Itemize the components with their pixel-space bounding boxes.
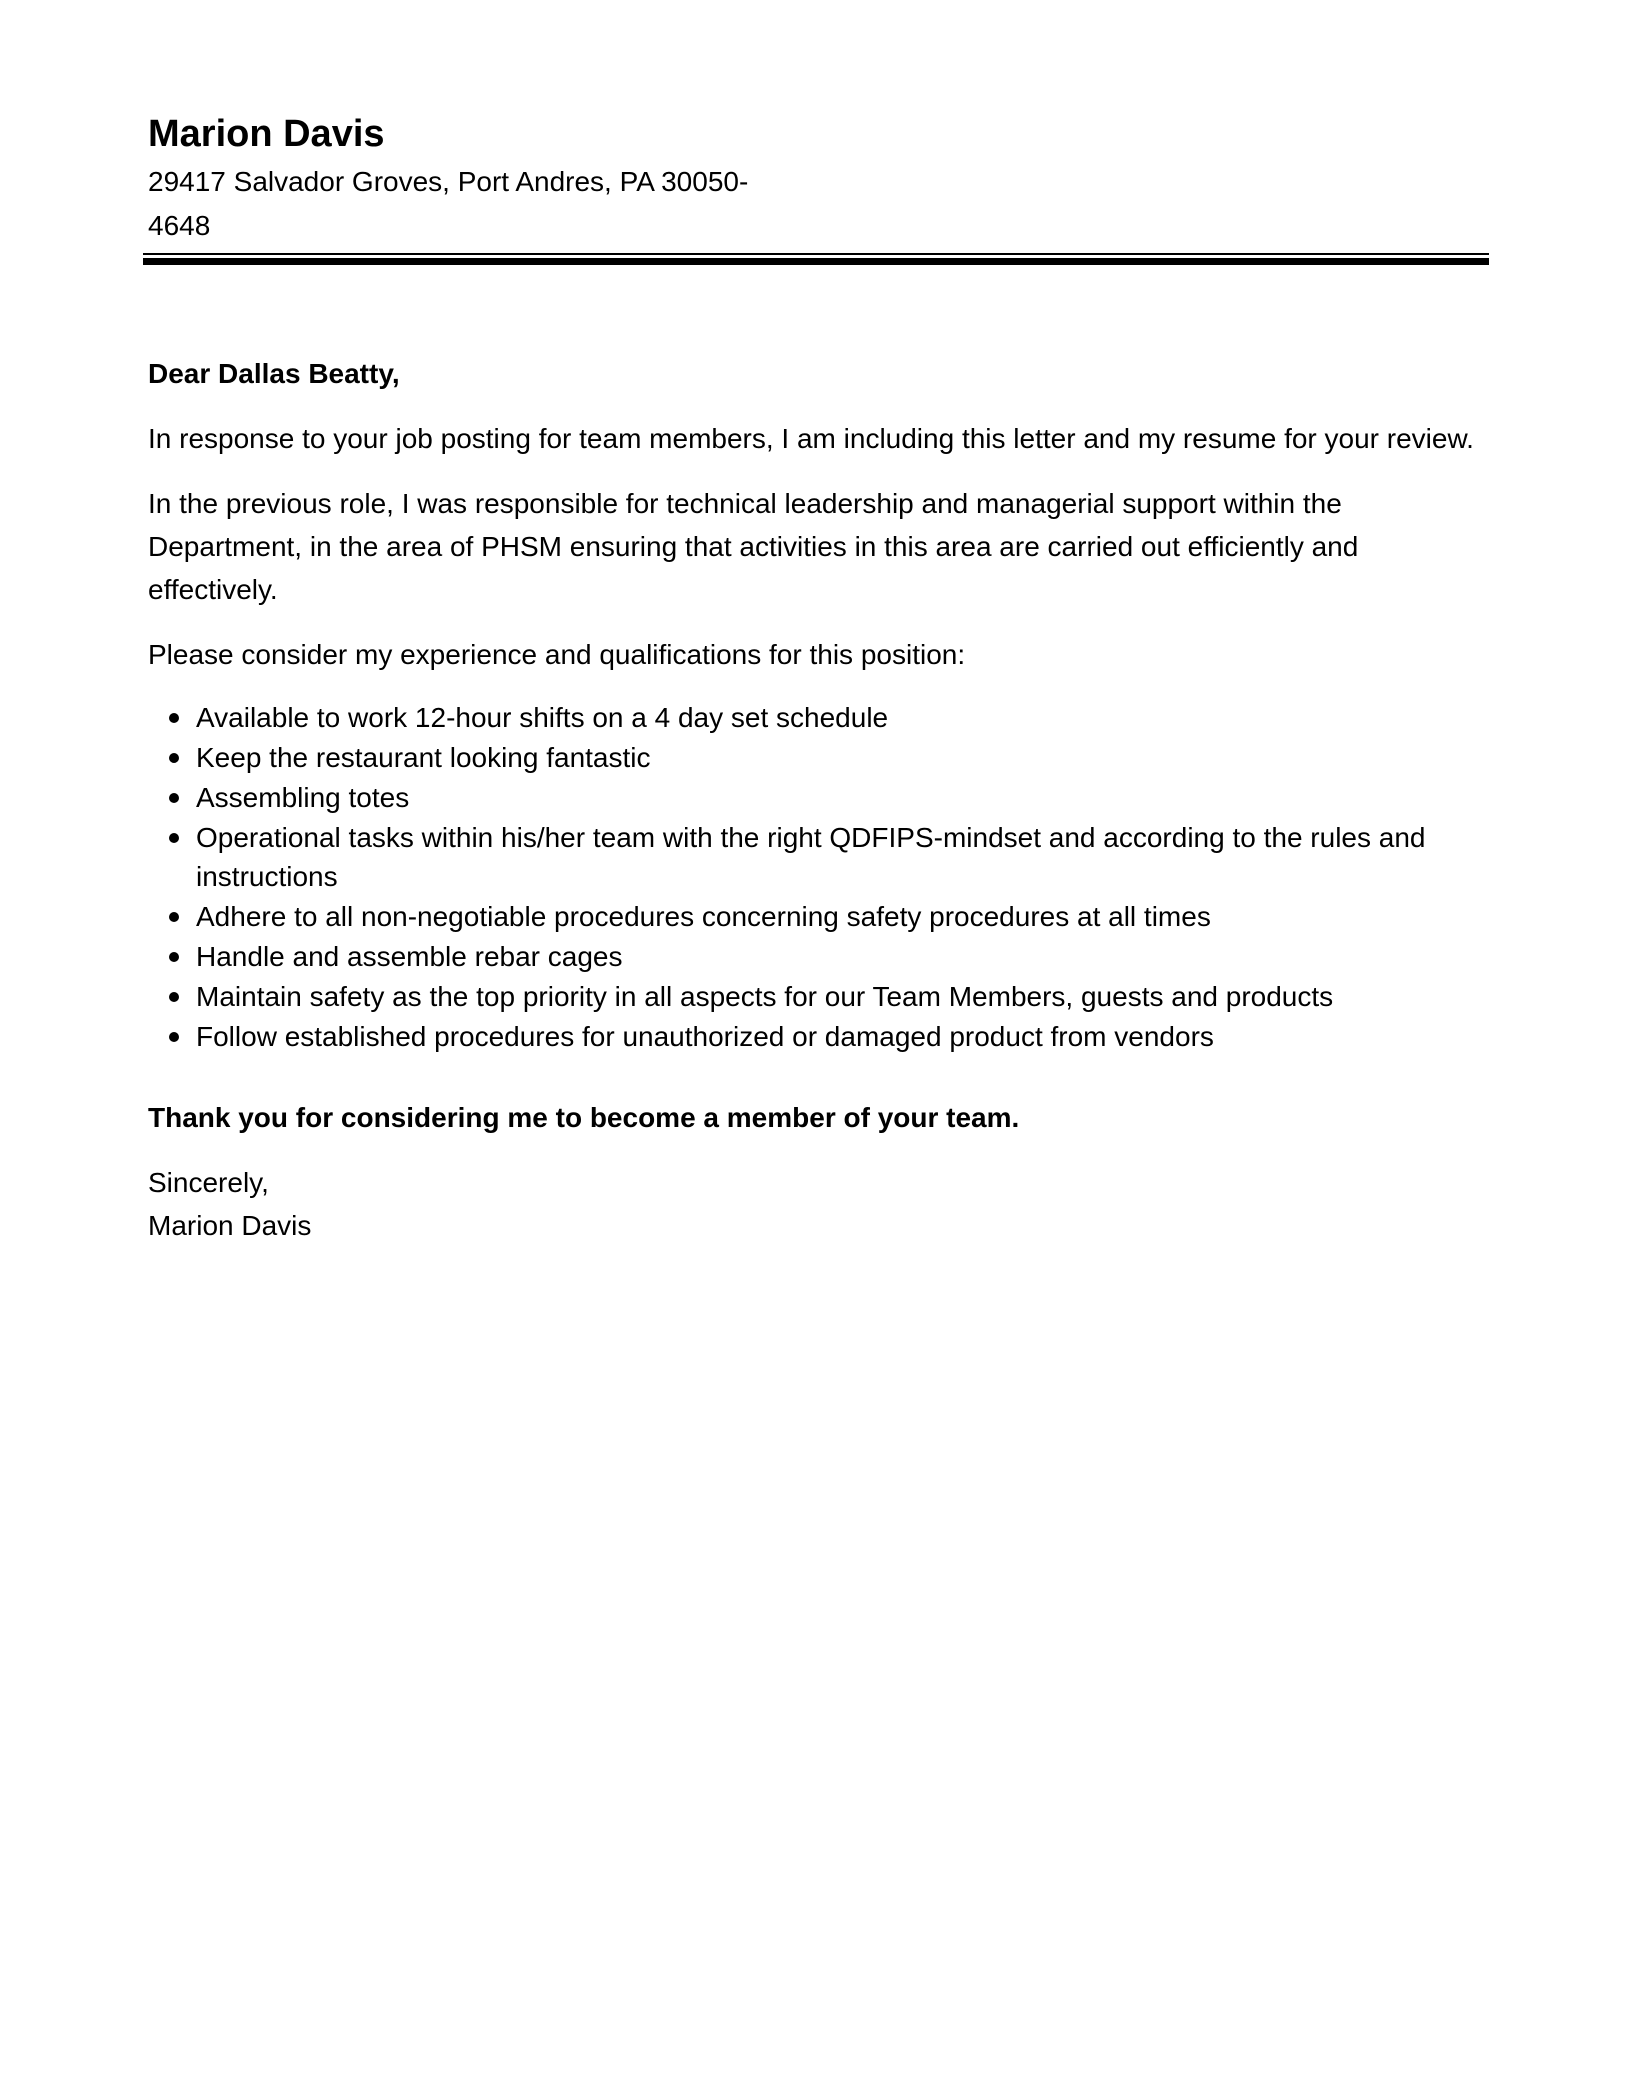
qualifications-list [148, 698, 1488, 1056]
paragraph-experience: In the previous role, I was responsible for technical leadership and managerial support within the Department, in the area of PHSM ensuring that activities in this area are carried out efficiently and effectively. [148, 488, 1359, 605]
bullet-icon [169, 992, 179, 1002]
header-divider [143, 253, 1489, 265]
sender-address-line2: 4648 [148, 210, 211, 241]
list-item: Maintain safety as the top priority in all aspects for our Team Members, guests and products [148, 977, 1488, 1016]
sender-name: Marion Davis [148, 113, 385, 155]
list-item: Operational tasks within his/her team with the right QDFIPS-mindset and according to the rules and instructions [148, 818, 1488, 896]
letter-body [148, 352, 1488, 1247]
list-item: Keep the restaurant looking fantastic [148, 738, 1488, 777]
bullet-icon [169, 713, 179, 723]
bullet-icon [169, 952, 179, 962]
bullet-icon [169, 793, 179, 803]
signature-name: Marion Davis [148, 1210, 312, 1241]
sender-address [148, 160, 768, 248]
list-item: Available to work 12-hour shifts on a 4 day set schedule [148, 698, 1488, 737]
list-item: Assembling totes [148, 778, 1488, 817]
header-divider-thick [143, 258, 1489, 265]
bullet-icon [169, 1032, 179, 1042]
closing-statement: Thank you for considering me to become a member of your team. [148, 1102, 1020, 1133]
signoff [148, 1161, 1488, 1247]
paragraph-intro: In response to your job posting for team members, I am including this letter and my resume for your review. [148, 423, 1474, 454]
list-item: Adhere to all non-negotiable procedures concerning safety procedures at all times [148, 897, 1488, 936]
list-item: Handle and assemble rebar cages [148, 937, 1488, 976]
list-item: Follow established procedures for unauthorized or damaged product from vendors [148, 1017, 1488, 1056]
bullet-icon [169, 753, 179, 763]
bullet-icon [169, 833, 179, 843]
sender-address-line1: 29417 Salvador Groves, Port Andres, PA 30050- [148, 166, 749, 197]
salutation: Dear Dallas Beatty, [148, 358, 400, 389]
bullet-icon [169, 912, 179, 922]
letter-header [148, 108, 1488, 248]
paragraph-qualifications-intro: Please consider my experience and qualifications for this position: [148, 639, 966, 670]
signoff-text: Sincerely, [148, 1167, 269, 1198]
